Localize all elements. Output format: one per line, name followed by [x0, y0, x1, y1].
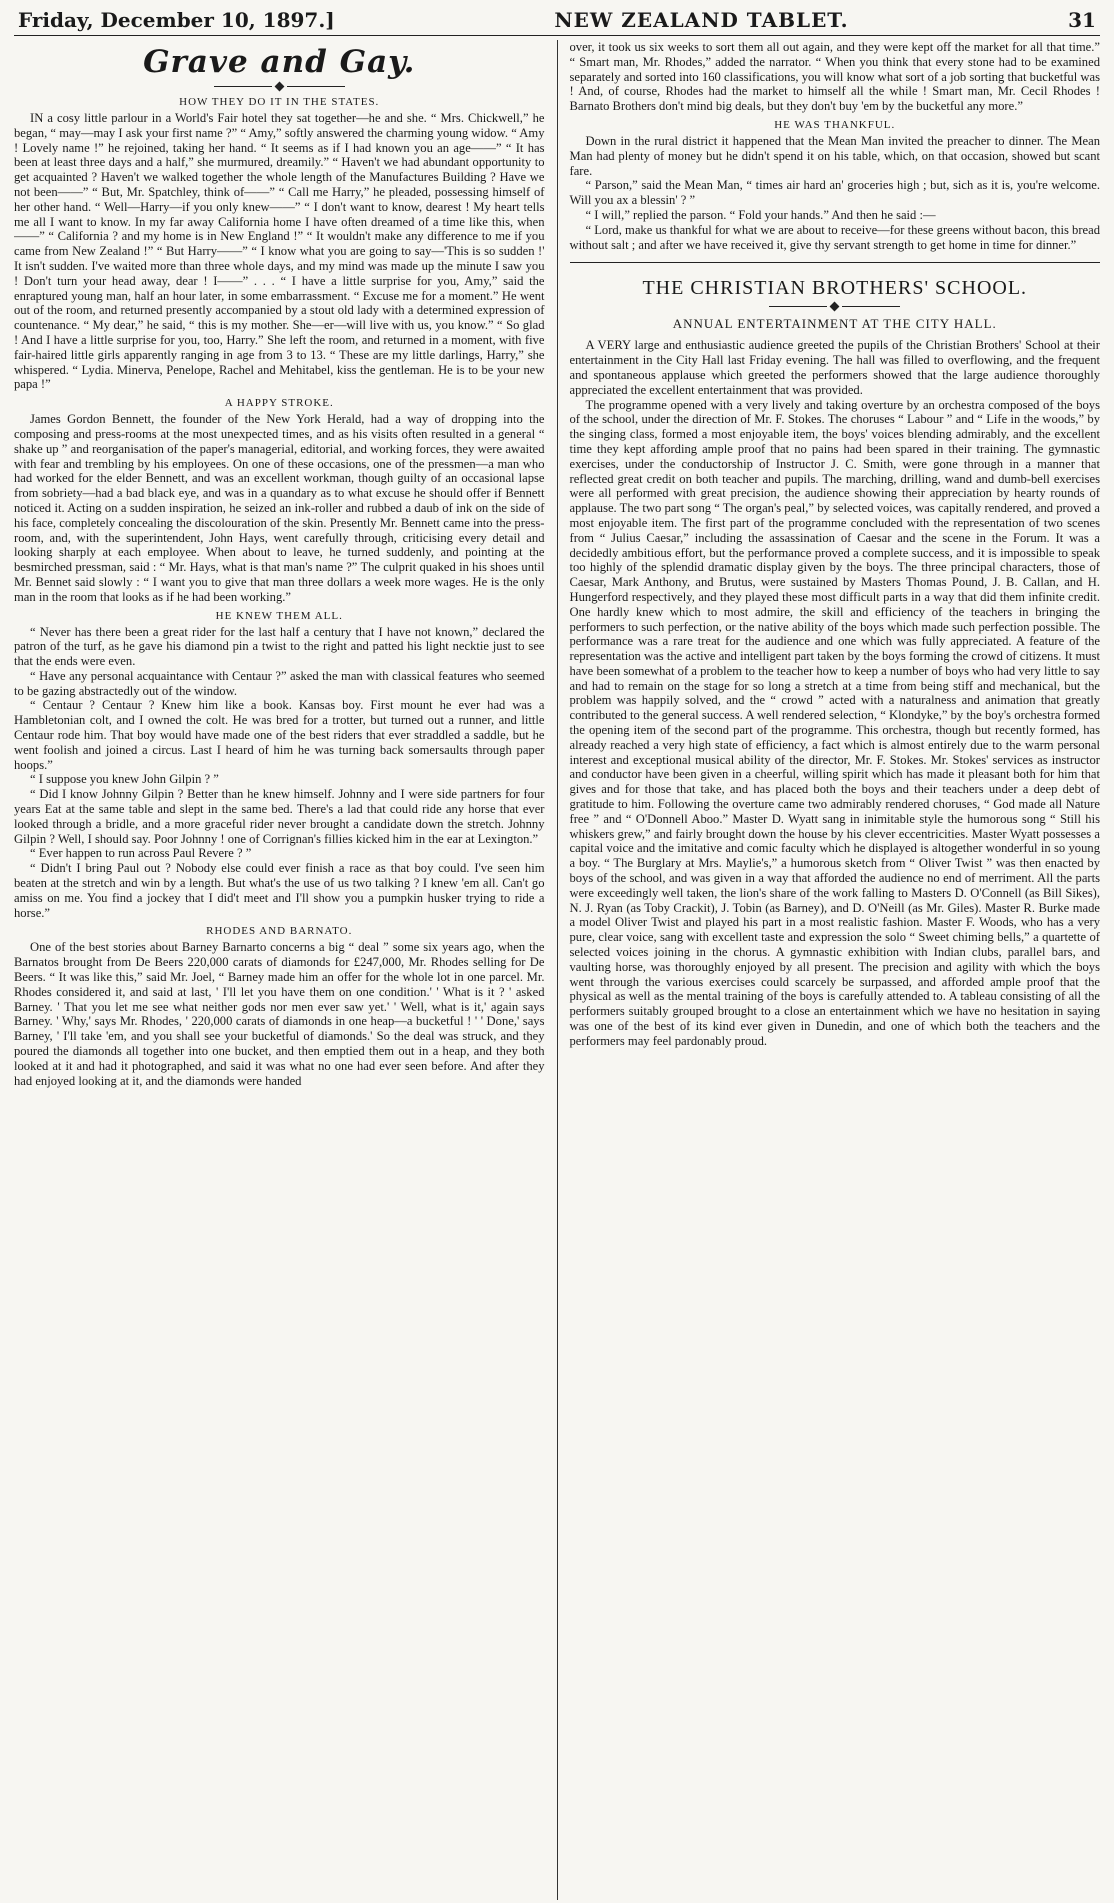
story-heading: HE WAS THANKFUL.	[774, 118, 896, 131]
section-rule	[570, 262, 1101, 263]
story-paragraph: IN a cosy little parlour in a World's Fair hotel they sat together—he and she. “ Mrs. Chickwell,” he began, “ may—may I ask your first name ?” “ Amy,” softly answered the charming young widow. “ Amy ! Lovely name !” he rejoined, taking her hand. “ It seems as if I had known you an age——” “ It has been at least three days and a half,” she murmured, dreamily.” “ Haven't we had abundant opportunity to get acquainted ? Haven't we walked together the whole length of the Manufactures Building ? Have we not been——” “ But, Mr. Spatchley, think of——” “ Call me Harry,” he pleaded, possessing himself of her other hand. “ Well—Harry—if you only knew——” “ I don't want to know, dearest ! My heart tells me all I want to know. In my far away California home I have often dreamed of a time like this, when——” “ California ? and my home is in New England !” “ It wouldn't make any difference to me if you came from New Zealand !” “ But Harry——” “ I know what you are going to say—'This is so sudden !' It isn't sudden. I've waited more than three whole days, and my mind was made up the minute I saw you ! Don't turn your head away, dear ! I——” . . . “ I have a little surprise for you, Amy,” said the enraptured young man, half an hour later, in some embarrassment. “ Excuse me for a moment.” He went out of the room, and returned presently accompanied by a stout old lady with a determined expression of countenance. “ My dear,” he said, “ this is my mother. She—er—will live with us, you know.” “ So glad ! And I have a little surprise for you, too, Harry.” She left the room, and returned in a moment, with five fair-haired little girls apparently ranging in age from 3 to 13. “ These are my little darlings, Harry,” she whispered. “ Lydia. Minerva, Penelope, Rachel and Mehitabel, kiss the gentleman. He is to be your new papa !”	[14, 111, 545, 392]
section-subtitle: ANNUAL ENTERTAINMENT AT THE CITY HALL.	[672, 316, 997, 332]
story-paragraph: “ Did I know Johnny Gilpin ? Better than he knew himself. Johnny and I were side partners for four years Eat at the same table and slept in the same bed. There's a lad that could ride any horse that ever looked through a bridle, and a more graceful rider never brought a candidate down the stretch. Johnny Gilpin ? Well, I should say. Poor Johnny ! one of Corrignan's fillies kicked him in the ear at Lexington.”	[14, 787, 545, 846]
section-title: THE CHRISTIAN BROTHERS' SCHOOL.	[642, 277, 1028, 300]
continued-paragraph: over, it took us six weeks to sort them all out again, and they were kept off the market for all that time.” “ Smart man, Mr. Rhodes,” added the narrator. “ When you think that every stone had to be examined separately and sorted into 160 classifications, you will know what sort of a job sorting that bucketful was ! And, of course, Rhodes had the market to himself all the while ! Smart man, Mr. Cecil Rhodes ! Barnato Brothers don't mind big deals, but they don't buy 'em by the bucketful any more.”	[569, 40, 1100, 114]
story-paragraph: James Gordon Bennett, the founder of the New York Herald, had a way of dropping into the composing and press-rooms at the most unexpected times, and as his visits often resulted in a general “ shake up ” and reorganisation of the paper's managerial, editorial, and working forces, they were awaited with fear and trembling by his employees. On one of these occasions, one of the pressmen—a man who had worked for the elder Bennett, and was an excellent workman, though guilty of an occasional lapse from sobriety—had a bad black eye, and was in a quandary as to what excuse he should offer if Bennett noticed it. Acting on a sudden inspiration, he seized an ink-roller and rubbed a daub of ink on the side of his face, completely concealing the discolouration of the skin. Presently Mr. Bennett came into the press-room, and, with the superintendent, John Hays, went carefully through, criticising every detail and looking sharply at each employee. When about to leave, he turned suddenly, and pointing at the besmirched pressman, said : “ Mr. Hays, what is that man's name ?” The culprit quaked in his shoes until Mr. Bennet said slowly : “ I want you to give that man three dollars a week more wages. He is the only man in the room that looks as if he had been working.”	[14, 412, 545, 604]
paper-name: NEW ZEALAND TABLET.	[554, 8, 849, 32]
story-heading: HE KNEW THEM ALL.	[215, 609, 343, 622]
story-heading: A HAPPY STROKE.	[224, 397, 334, 410]
story-paragraph: “ Parson,” said the Mean Man, “ times air hard an' groceries high ; but, sich as it is, you're welcome. Will you ax a blessin' ? ”	[569, 178, 1100, 208]
column-rule	[557, 40, 558, 1900]
story-paragraph: One of the best stories about Barney Barnarto concerns a big “ deal ” some six years ago, when the Barnatos brought from De Beers 220,000 carats of diamonds for £247,000, Mr. Rhodes selling for De Beers. “ It was like this,” said Mr. Joel, “ Barney made him an offer for the whole lot in one parcel. Mr. Rhodes considered it, and said at last, ' I'll let you have them on one condition.' ' What is it ? ' asked Barney. ' That you let me see what neither gods nor men ever saw yet.' ' Well, what is it,' again says Barney. ' Why,' says Mr. Rhodes, ' 220,000 carats of diamonds in one heap—a bucketful ! ' ' Done,' says Barney, ' I'll take 'em, and you shall see your bucketful of diamonds.' So the deal was struck, and they poured the diamonds all together into one bucket, and then emptied them out in a heap, and they both looked at it and had it photographed, and said it was what no one had ever seen before. And after they had enjoyed looking at it, and the diamonds were handed	[14, 940, 545, 1088]
section-paragraph: A VERY large and enthusiastic audience greeted the pupils of the Christian Brothers' School at their entertainment in the City Hall last Friday evening. The hall was filled to overflowing, and the frequent and spontaneous applause which greeted the performers showed that the large audience thoroughly appreciated the excellent entertainment that was provided.	[569, 338, 1100, 397]
story-heading: HOW THEY DO IT IN THE STATES.	[179, 96, 380, 108]
ornament-divider	[570, 303, 1101, 310]
story-happy-stroke	[14, 397, 545, 604]
story-rhodes-barnato	[14, 925, 545, 1088]
story-paragraph: Down in the rural district it happened that the Mean Man invited the preacher to dinner. The Mean Man had plenty of money but he didn't spend it on his table, which, on that occasion, showed but scant fare.	[569, 133, 1100, 178]
ornament-divider	[14, 83, 545, 90]
section-christian-brothers	[570, 277, 1101, 1048]
story-paragraph: “ Lord, make us thankful for what we are about to receive—for these greens without bacon, this bread without salt ; and after we have received it, give thy servant strength to get home in time for dinner.”	[569, 222, 1100, 252]
story-paragraph: “ I will,” replied the parson. “ Fold your hands.” And then he said :—	[585, 207, 936, 222]
story-paragraph: “ Have any personal acquaintance with Centaur ?” asked the man with classical features who seemed to be gazing abstractedly out of the window.	[14, 668, 545, 698]
story-states	[14, 96, 545, 392]
story-knew-them-all	[14, 610, 545, 921]
story-paragraph: “ Centaur ? Centaur ? Knew him like a book. Kansas boy. First mount he ever had was a Hambletonian colt, and I owned the colt. He was bred for a trotter, but turned out a runner, and little Centaur rode him. That boy would have made one of the best riders that ever straddled a saddle, but he went foolish and joined a circus. Last I heard of him he was turning back somersaults through paper hoops.”	[14, 698, 545, 772]
story-heading: RHODES AND BARNATO.	[206, 925, 353, 938]
masthead	[14, 8, 1100, 36]
story-thankful	[570, 119, 1101, 252]
right-column	[562, 40, 1101, 1900]
section-paragraph: The programme opened with a very lively and taking overture by an orchestra composed of the boys of the school, under the direction of Mr. F. Stokes. The choruses “ Labour ” and “ Life in the woods,” by the singing class, formed a most enjoyable item, the boys' voices blending admirably, and the excellent time they kept affording ample proof that no pains had been spared in their training. The gymnastic exercises, under the conductorship of Instructor J. C. Smith, were gone through in a manner that reflected great credit on both teacher and pupils. The marching, drilling, wand and dumb-bell exercises were all performed with great precision, the audience showing their appreciation by hearty rounds of applause. The two part song “ The organ's peal,” by selected voices, was capitally rendered, and proved a most enjoyable item. The first part of the programme concluded with the representation of two scenes from “ Julius Caesar,” including the assassination of Caesar and the scene in the Forum. It was a decidedly ambitious effort, but the performance proved a complete success, and it is impossible to speak too highly of the splendid dramatic display given by the boys. The three principal characters, those of Caesar, Mark Anthony, and Brutus, were sustained by Masters Thomas Pound, J. B. Callan, and H. Hungerford respectively, and they played these most difficult parts in a way that did them infinite credit. One hardly knew which to most admire, the skill and efficiency of the teachers in bringing the performers to such perfection, or the native ability of the boys which made such perfection possible. The performance was a rare treat for the audience and one which was fully appreciated. A feature of the representation was the active and intelligent part taken by the boys forming the crowd of citizens. It must have been somewhat of a problem to the teacher how to keep a number of boys who had very little to say and had to remain on the stage for so long a stretch at a time from being stiff and mechanical, but the problem was happily solved, and the “ crowd ” acted with a naturalness and animation that greatly contributed to the general success. A well rendered selection, “ Klondyke,” by the boy's orchestra formed the opening item of the second part of the programme. This orchestra, though but recently formed, has already reached a very high state of efficiency, a fact which is almost entirely due to the warm personal interest and exceptional musical ability of the director, Mr. F. Stokes. Mr. Stokes' services as instructor and conductor have been given in a cheerful, willing spirit which has made it pleasant both for him that gives and for those that take, and has placed both the boys and their teachers under a deep debt of gratitude to him. Following the overture came two admirably rendered choruses, “ God made all Nature free ” and “ O'Donnell Aboo.” Master D. Wyatt sang in inimitable style the humorous song “ Still his whiskers grew,” and fairly brought down the house by his clever eccentricities. Master Wyatt possesses a capital voice and the imitative and comic faculty which he displayed is altogether wonderful in so young a boy. “ The Burglary at Mrs. Maylie's,” a humorous sketch from “ Oliver Twist ” was then enacted by boys of the school, and was given in a way that afforded the audience no end of merriment. All the parts were exceedingly well taken, the lion's share of the work falling to Masters D. O'Connell (as Bill Sikes), N. J. Ryan (as Toby Crackit), J. Tobin (as Barney), and D. O'Neill (as Mr. Giles). Master R. Burke made a model Oliver Twist and played his part in a most realistic fashion. Master F. Woods, who has a very pure, clear voice, sang with excellent taste and expression the solo “ Sweet chiming bells,” a quartette of selected voices joining in the chorus. A gymnastic exhibition with Indian clubs, parallel bars, and vaulting horse, was thoroughly enjoyed by all present. The precision and agility with which the boys went through the various exercises could scarcely be surpassed, and afforded ample proof that the physical as well as the mental training of the boys is carefully attended to. A tableau consisting of all the performers suitably grouped brought to a close an entertainment which we have no hesitation in saying was one of the best of its kind ever given in Dunedin, and one of which both the teachers and the performers may feel pardonably proud.	[569, 397, 1100, 1048]
story-paragraph: “ Ever happen to run across Paul Revere ? ”	[30, 846, 252, 861]
story-paragraph: “ I suppose you knew John Gilpin ? ”	[30, 772, 219, 787]
story-paragraph: “ Never has there been a great rider for the last half a century that I have not known,” declared the patron of the turf, as he gave his diamond pin a twist to the right and patted his light necktie just to see that the ends were even.	[14, 624, 545, 669]
page-number: 31	[1068, 8, 1096, 32]
columns	[14, 40, 1100, 1900]
left-column	[14, 40, 553, 1900]
story-paragraph: “ Didn't I bring Paul out ? Nobody else could ever finish a race as that boy could. I've seen him beaten at the stretch and win by a length. But what's the use of us two talking ? I knew 'em all. Can't go amiss on me. You find a jockey that I did't meet and I'll show you a pumpkin husker trying to ride a horse.”	[14, 861, 545, 920]
issue-date: Friday, December 10, 1897.]	[18, 8, 335, 32]
column-title: Grave and Gay.	[143, 44, 416, 80]
